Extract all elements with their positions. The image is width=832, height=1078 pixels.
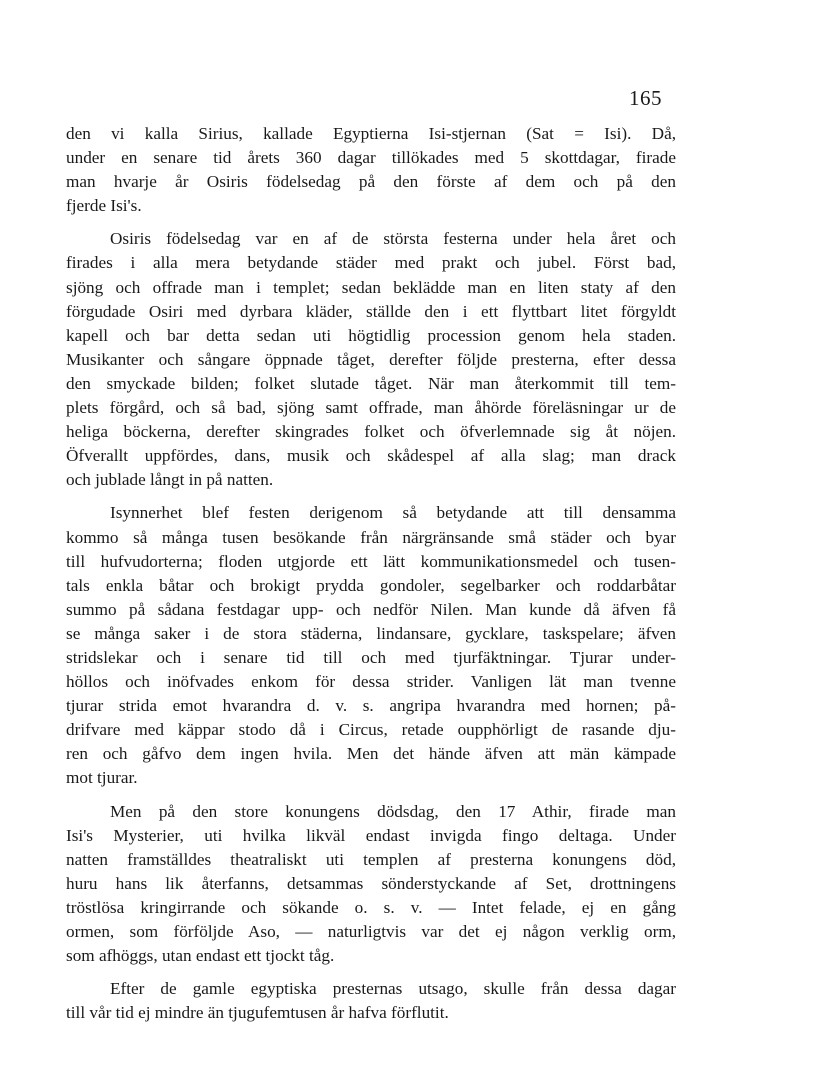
text-line: som afhöggs, utan endast ett tjockt tåg. <box>66 946 335 966</box>
page-number: 165 <box>629 86 662 110</box>
text-line: till vår tid ej mindre än tjugufemtusen år hafva förflutit. <box>66 1003 449 1023</box>
text-line: till hufvudorterna; floden utgjorde ett lätt kommunikationsmedel och tusen- <box>66 551 676 571</box>
text-line: Isynnerhet blef festen derigenom så betydande att till densamma <box>110 503 676 523</box>
text-line: höllos och inöfvades enkom för dessa strider. Vanligen lät man tvenne <box>66 672 676 692</box>
text-line: förgudade Osiri med dyrbara kläder, ställde den i ett flyttbart litet förgyldt <box>66 301 676 321</box>
text-line: fjerde Isi's. <box>66 196 142 216</box>
text-line: firades i alla mera betydande städer med prakt och jubel. Först bad, <box>66 253 676 273</box>
text-line: tjurar strida emot hvarandra d. v. s. angripa hvarandra med hornen; på- <box>66 696 676 716</box>
text-line: ren och gåfvo dem ingen hvila. Men det hände äfven att män kämpade <box>66 744 676 764</box>
text-line: ormen, som förföljde Aso, — naturligtvis var det ej någon verklig orm, <box>66 922 676 941</box>
paragraph-gap <box>66 492 676 501</box>
paragraph-gap <box>66 218 676 227</box>
text-line: natten framställdes theatraliskt uti templen af presterna konungens död, <box>66 849 676 869</box>
paragraph <box>66 800 676 969</box>
text-line: Men på den store konungens dödsdag, den 17 Athir, firade man <box>110 801 676 821</box>
text-line: mot tjurar. <box>66 768 138 788</box>
text-line: Osiris födelsedag var en af de största festerna under hela året och <box>110 229 676 249</box>
text-line: stridslekar och i senare tid till och med tjurfäktningar. Tjurar under- <box>66 647 676 667</box>
paragraph <box>66 227 676 492</box>
text-line: sjöng och offrade man i templet; sedan beklädde man en liten staty af den <box>66 277 676 297</box>
body-text <box>66 122 676 1025</box>
text-line: se många saker i de stora städerna, lindansare, gycklare, taskspelare; äfven <box>66 623 676 643</box>
paragraph-gap <box>66 968 676 977</box>
text-line: Öfverallt uppfördes, dans, musik och skådespel af alla slag; man drack <box>66 446 676 466</box>
text-line: kapell och bar detta sedan uti högtidlig procession genom hela staden. <box>66 325 676 345</box>
paragraph <box>66 501 676 790</box>
text-line: kommo så många tusen besökande från närgränsande små städer och byar <box>66 527 676 547</box>
text-line: den smyckade bilden; folket slutade tåget. När man återkommit till tem- <box>66 373 676 393</box>
text-line: Musikanter och sångare öppnade tåget, derefter följde presterna, efter dessa <box>66 349 676 369</box>
text-line: tröstlösa kringirrande och sökande o. s. v. — Intet felade, ej en gång <box>66 897 676 917</box>
text-line: huru hans lik återfanns, detsammas sönderstyckande af Set, drottningens <box>66 873 676 893</box>
text-line: den vi kalla Sirius, kallade Egyptierna Isi-stjernan (Sat = Isi). Då, <box>66 124 676 143</box>
text-line: summo på sådana festdagar upp- och nedför Nilen. Man kunde då äfven få <box>66 599 676 619</box>
text-line: och jublade långt in på natten. <box>66 470 274 490</box>
text-line: under en senare tid årets 360 dagar tillökades med 5 skottdagar, firade <box>66 148 676 168</box>
text-line: heliga böckerna, derefter skingrades folket och öfverlemnade sig åt nöjen. <box>66 422 676 442</box>
text-line: drifvare med käppar stodo då i Circus, retade oupphörligt de rasande dju- <box>66 720 676 740</box>
text-line: Efter de gamle egyptiska presternas utsago, skulle från dessa dagar <box>110 979 676 999</box>
text-line: Isi's Mysterier, uti hvilka likväl endast invigda fingo deltaga. Under <box>66 825 676 845</box>
text-line: tals enkla båtar och brokigt prydda gondoler, segelbarker och roddarbåtar <box>66 575 676 595</box>
paragraph-gap <box>66 791 676 800</box>
text-line: man hvarje år Osiris födelsedag på den förste af dem och på den <box>66 172 676 192</box>
text-line: plets förgård, och så bad, sjöng samt offrade, man åhörde föreläsningar ur de <box>66 398 676 418</box>
paragraph <box>66 977 676 1025</box>
paragraph <box>66 122 676 218</box>
